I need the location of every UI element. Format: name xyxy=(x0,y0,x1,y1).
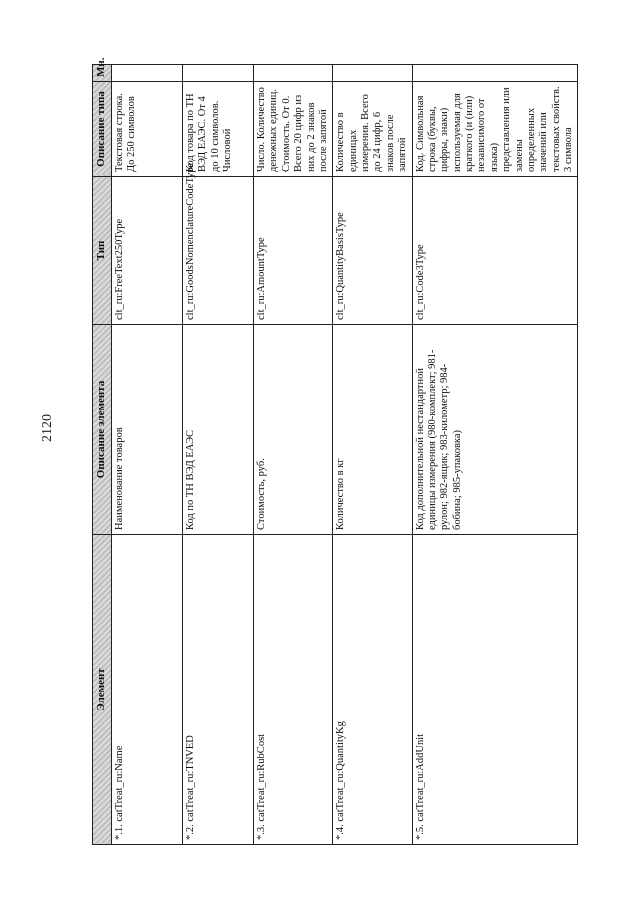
cell-element-desc: Количество в кг xyxy=(333,325,412,535)
element-table xyxy=(92,57,578,845)
cell-type-desc: Количество в единицах измерения. Всего до 24 цифр, 6 знаков после запятой xyxy=(333,82,412,177)
cell-element xyxy=(412,535,578,845)
cell-element xyxy=(183,535,254,845)
element-name: catTreat_ru:TNVED xyxy=(185,735,196,822)
cell-mult xyxy=(183,65,254,82)
element-name: catTreat_ru:QuantityKg xyxy=(335,721,347,822)
table-row xyxy=(333,65,412,845)
cell-element xyxy=(254,535,333,845)
cell-element-desc: Код дополнительной нестандартной единицы измерения (980-комплект; 981-рулон; 982-ящик; 983-километр; 984-бобина; 985-упаковка) xyxy=(412,325,578,535)
page-number: 2120 xyxy=(40,414,55,442)
cell-element-desc: Код по ТН ВЭД ЕАЭС xyxy=(183,325,254,535)
header-element-desc: Описание элемента xyxy=(93,325,112,535)
table-row xyxy=(412,65,578,845)
row-index: *.5. xyxy=(414,824,426,840)
cell-mult xyxy=(412,65,578,82)
table-header-row xyxy=(93,65,112,845)
cell-type: clt_ru:FreeText250Type xyxy=(112,177,183,325)
table-row xyxy=(183,65,254,845)
table-container xyxy=(92,57,592,845)
cell-type: clt_ru:GoodsNomenclatureCodeType xyxy=(183,177,254,325)
cell-element-desc: Стоимость, руб. xyxy=(254,325,333,535)
cell-type-desc: Код товара по ТН ВЭД ЕАЭС. От 4 до 10 символов. Числовой xyxy=(183,82,254,177)
cell-type-desc: Код. Символьная строка (буквы, цифры, знаки) используемая для краткого (и (или) независимого от языка) представления или замены определенных значений или текстовых свойств. 3 символа xyxy=(412,82,578,177)
cell-mult xyxy=(254,65,333,82)
cell-type: clt_ru:QuantityBasisType xyxy=(333,177,412,325)
cell-type-desc: Текстовая строка. До 250 символов xyxy=(112,82,183,177)
header-type: Тип xyxy=(93,177,112,325)
cell-mult xyxy=(112,65,183,82)
cell-type: clt_ru:Code3Type xyxy=(412,177,578,325)
cell-element xyxy=(333,535,412,845)
table-row xyxy=(112,65,183,845)
element-name: catTreat_ru:RubCost xyxy=(256,733,267,822)
row-index: *.2. xyxy=(185,824,196,840)
row-index: *.4. xyxy=(335,824,347,840)
cell-element-desc: Наименование товаров xyxy=(112,325,183,535)
row-index: *.1. xyxy=(114,824,125,840)
row-index: *.3. xyxy=(256,824,267,840)
table-row xyxy=(254,65,333,845)
cell-type: clt_ru:AmountType xyxy=(254,177,333,325)
element-name: catTreat_ru:Name xyxy=(114,745,125,822)
header-type-desc: Описание типа xyxy=(93,82,112,177)
element-name: catTreat_ru:AddUnit xyxy=(414,733,426,822)
cell-element xyxy=(112,535,183,845)
cell-mult xyxy=(333,65,412,82)
header-element: Элемент xyxy=(93,535,112,845)
cell-type-desc: Число. Количество денежных единиц. Стоимость. От 0. Всего 20 цифр из них до 2 знаков после запятой xyxy=(254,82,333,177)
header-mult: Мн. xyxy=(93,65,112,82)
